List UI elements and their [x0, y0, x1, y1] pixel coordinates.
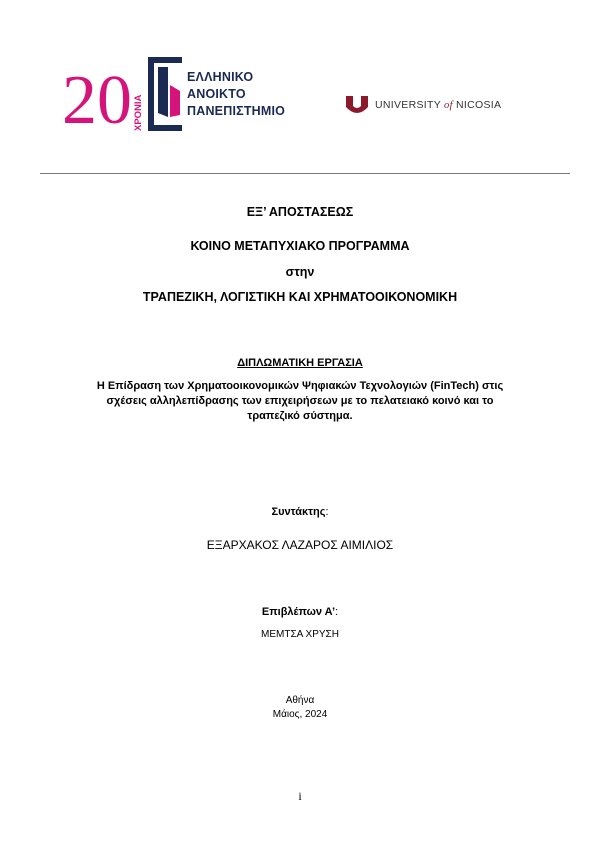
thesis-title-line-3: τραπεζικό σύστημα.: [247, 410, 353, 422]
eap-logo: [62, 55, 292, 135]
program-field: ΤΡΑΠΕΖΙΚΗ, ΛΟΓΙΣΤΙΚΗ ΚΑΙ ΧΡΗΜΑΤΟΟΙΚΟΝΟΜΙΚΗ: [142, 290, 458, 304]
unic-shield-icon: [345, 95, 369, 115]
author-name: ΕΞΑΡΧΑΚΟΣ ΛΑΖΑΡΟΣ ΑΙΜΙΛΙΟΣ: [206, 538, 394, 552]
eap-name-line-1: ΕΛΛΗΝΙΚΟ: [187, 70, 254, 84]
study-mode: ΕΞ’ ΑΠΟΣΤΑΣΕΩΣ: [246, 205, 354, 219]
unic-word-of: of: [444, 100, 453, 111]
thesis-title-line-1: Η Επίδραση των Χρηματοοικονομικών Ψηφιακών Τεχνολογιών (FinTech) στις: [96, 380, 504, 392]
date: Μάιος, 2024: [272, 709, 328, 720]
program-name: ΚΟΙΝΟ ΜΕΤΑΠΥΧΙΑΚΟ ΠΡΟΓΡΑΜΜΑ: [190, 239, 410, 253]
unic-word-university: UNIVERSITY: [375, 99, 441, 111]
city: Αθήνα: [285, 695, 315, 706]
page-number: i: [298, 789, 302, 803]
eap-logo-graphic: [62, 55, 292, 135]
program-preposition: στην: [285, 265, 315, 279]
unic-word-nicosia: NICOSIA: [456, 99, 502, 111]
eap-anniversary-number: 20: [62, 62, 132, 135]
eap-anniversary-word: ΧΡΟΝΙΑ: [133, 94, 144, 131]
supervisor-name: ΜΕΜΤΣΑ ΧΡΥΣΗ: [261, 629, 339, 640]
unic-wordmark: [375, 99, 501, 111]
eap-name-line-2: ΑΝΟΙΚΤΟ: [187, 87, 246, 101]
thesis-label: ΔΙΠΛΩΜΑΤΙΚΗ ΕΡΓΑΣΙΑ: [237, 357, 363, 369]
eap-name-line-3: ΠΑΝΕΠΙΣΤΗΜΙΟ: [187, 104, 286, 118]
unic-logo: [345, 95, 555, 117]
author-label: Συντάκτης:: [271, 506, 329, 518]
thesis-title-line-2: σχέσεις αλληλεπίδρασης των επιχειρήσεων με το πελατειακό κοινό και το: [106, 395, 494, 407]
header-divider: [40, 173, 570, 174]
supervisor-label: Επιβλέπων Α’:: [261, 606, 339, 618]
